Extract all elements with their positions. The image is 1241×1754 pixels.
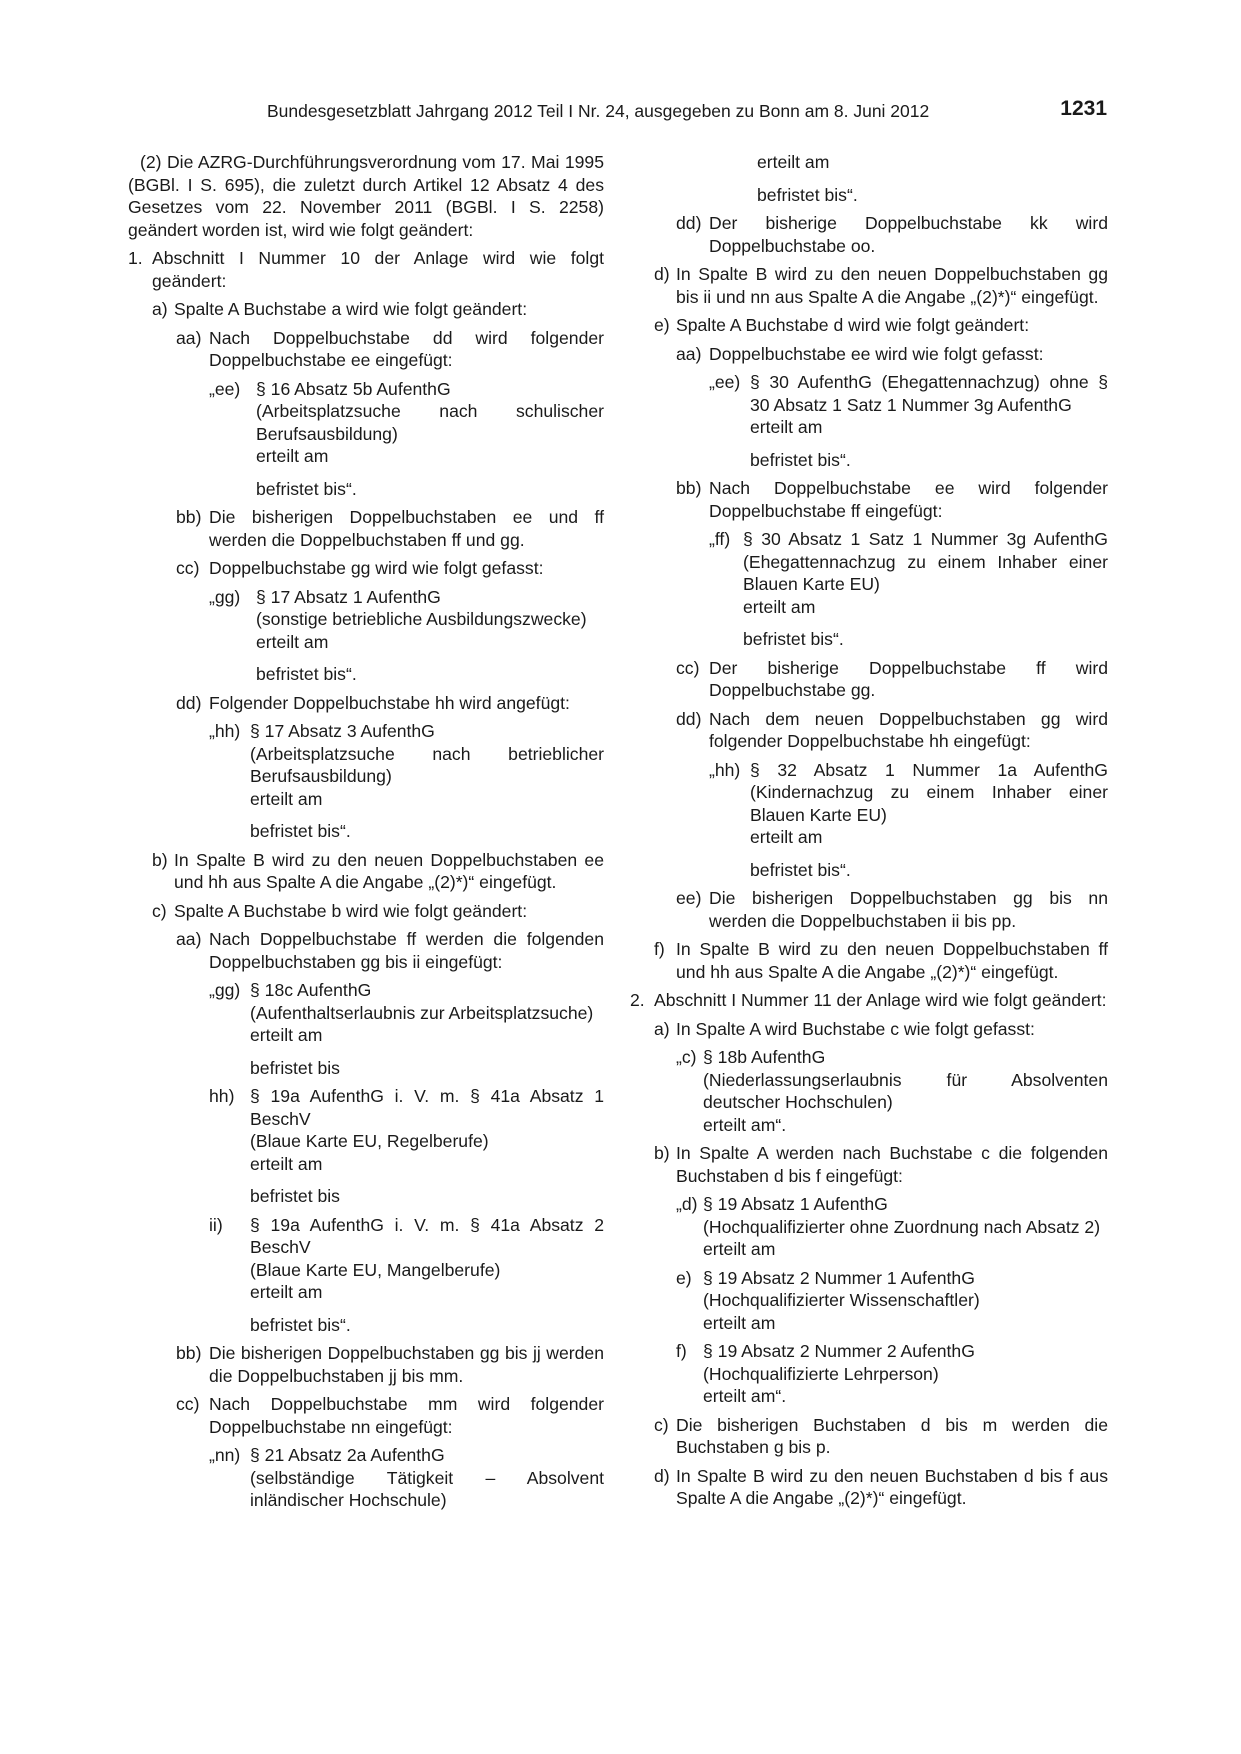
item-1c-continued: [676, 212, 1108, 257]
item-text: Nach Doppelbuchstabe dd wird folgender Doppelbuchstabe ee eingefügt:: [209, 327, 604, 370]
inserted-entry-d: [676, 1193, 1108, 1261]
entry-line: erteilt am: [256, 446, 329, 466]
item-label: f): [654, 939, 665, 959]
entry-label: „ee): [209, 378, 241, 399]
entry-label: „hh): [209, 721, 241, 741]
entry-line: (Blaue Karte EU, Regelberufe): [250, 1131, 489, 1151]
entry-line: befristet bis“.: [250, 821, 351, 841]
item-text: Nach Doppelbuchstabe ff werden die folgenden Doppelbuchstaben gg bis ii eingefügt:: [209, 929, 604, 972]
item-1a-bb: [176, 506, 604, 551]
entry-line: befristet bis“.: [256, 664, 357, 684]
item-2b: [654, 1142, 1108, 1187]
item-1a-cc: [176, 557, 604, 580]
inserted-entry-hh-19a: [209, 1085, 604, 1208]
entry-line: befristet bis“.: [256, 478, 357, 499]
entry-line: § 17 Absatz 1 AufenthG: [256, 586, 441, 607]
item-text: Doppelbuchstabe ee wird wie folgt gefasst:: [709, 343, 1044, 364]
item-text: In Spalte A wird Buchstabe c wie folgt gefasst:: [676, 1018, 1035, 1039]
item-1a-sublist: [176, 327, 604, 843]
entry-line: erteilt am: [757, 152, 830, 172]
item-text: In Spalte B wird zu den neuen Doppelbuchstaben ff und hh aus Spalte A die Angabe „(2)*)“ eingefügt.: [676, 939, 1108, 982]
entry-label: „nn): [209, 1445, 241, 1465]
entry-label: „d): [676, 1194, 698, 1214]
item-text: Die bisherigen Doppelbuchstaben gg bis nn werden die Doppelbuchstaben ii bis pp.: [709, 888, 1108, 931]
item-1-sublist: [152, 298, 604, 1512]
item-text: Nach Doppelbuchstabe mm wird folgender Doppelbuchstabe nn eingefügt:: [209, 1394, 604, 1437]
item-label: bb): [176, 1343, 202, 1363]
item-label: cc): [176, 1394, 200, 1414]
item-1d: [654, 263, 1108, 308]
item-label: aa): [176, 929, 202, 949]
item-label: a): [152, 299, 168, 319]
item-label: dd): [676, 708, 702, 729]
paragraph-2-intro: (2) Die AZRG-Durchführungsverordnung vom 17. Mai 1995 (BGBl. I S. 695), die zuletzt durch Artikel 12 Absatz 4 des Gesetzes vom 22. November 2011 (BGBl. I S. 2258) geändert worden ist, wird wie folgt geändert:: [128, 152, 604, 240]
item-text: In Spalte B wird zu den neuen Buchstaben d bis f aus Spalte A die Angabe „(2)*)“ eingefügt.: [676, 1465, 1108, 1508]
entry-line: befristet bis: [250, 1186, 340, 1206]
entry-label: „ff): [709, 529, 731, 549]
entry-line: § 18b AufenthG: [703, 1047, 826, 1067]
item-label: d): [654, 1465, 670, 1486]
entry-label: hh): [209, 1086, 235, 1106]
item-1e: [654, 314, 1108, 337]
item-label: dd): [676, 213, 702, 233]
entry-line: erteilt am: [743, 596, 816, 617]
inserted-entry-f: [676, 1340, 1108, 1408]
entry-line: § 19a AufenthG i. V. m. § 41a Absatz 1 BeschV: [250, 1086, 604, 1129]
inserted-entry-hh-32: [709, 759, 1108, 882]
item-2d: [654, 1465, 1108, 1510]
item-1c-sublist: [176, 928, 604, 1512]
item-label: e): [654, 315, 670, 335]
item-label: bb): [676, 478, 702, 498]
entry-line: befristet bis“.: [750, 449, 851, 470]
entry-line: § 18c AufenthG: [250, 980, 372, 1000]
item-text: Spalte A Buchstabe a wird wie folgt geändert:: [174, 299, 528, 319]
item-text: Die bisherigen Buchstaben d bis m werden die Buchstaben g bis p.: [676, 1414, 1108, 1457]
item-1c-aa: [176, 928, 604, 973]
entry-line: (Hochqualifizierte Lehrperson): [703, 1363, 939, 1384]
item-label: b): [152, 849, 168, 870]
item-label: bb): [176, 507, 202, 527]
item-text: Der bisherige Doppelbuchstabe ff wird Doppelbuchstabe gg.: [709, 657, 1108, 700]
entry-line: § 19 Absatz 2 Nummer 2 AufenthG: [703, 1341, 975, 1361]
item-1e-sublist: [676, 343, 1108, 933]
entry-line: erteilt am: [250, 1025, 323, 1045]
item-text: Nach dem neuen Doppelbuchstaben gg wird folgender Doppelbuchstabe hh eingefügt:: [709, 708, 1108, 751]
item-label: b): [654, 1143, 670, 1163]
entry-line: erteilt am“.: [703, 1386, 787, 1406]
item-2a: [654, 1018, 1108, 1041]
page-number: 1231: [1060, 97, 1107, 120]
item-text: Nach Doppelbuchstabe ee wird folgender Doppelbuchstabe ff eingefügt:: [709, 478, 1108, 521]
inserted-entry-ee-30: [709, 371, 1108, 471]
item-2c: [654, 1414, 1108, 1459]
entry-line: § 30 Absatz 1 Satz 1 Nummer 3g AufenthG (Ehegattennachzug zu einem Inhaber einer Blauen Karte EU): [743, 529, 1108, 594]
item-label: c): [654, 1414, 669, 1435]
entry-line: § 19 Absatz 1 AufenthG: [703, 1194, 888, 1214]
entry-line: erteilt am: [250, 1282, 323, 1302]
entry-line: (Arbeitsplatzsuche nach betrieblicher Berufsausbildung): [250, 743, 604, 786]
item-text: In Spalte B wird zu den neuen Doppelbuchstaben ee und hh aus Spalte A die Angabe „(2)*)“ eingefügt.: [174, 849, 604, 892]
entry-line: befristet bis“.: [750, 859, 851, 880]
entry-line: erteilt am: [250, 788, 323, 809]
item-label: d): [654, 264, 670, 284]
item-1e-cc: [676, 657, 1108, 702]
entry-line: § 16 Absatz 5b AufenthG: [256, 378, 451, 399]
entry-line: § 19 Absatz 2 Nummer 1 AufenthG: [703, 1267, 975, 1288]
item-text: Folgender Doppelbuchstabe hh wird angefügt:: [209, 692, 570, 713]
item-text: Die bisherigen Doppelbuchstaben gg bis jj werden die Doppelbuchstaben jj bis mm.: [209, 1343, 604, 1386]
entry-line: erteilt am: [250, 1153, 323, 1174]
inserted-entry-ff-30: [709, 528, 1108, 651]
inserted-entry-ee: [209, 378, 604, 501]
item-label: 1.: [128, 248, 143, 268]
item-text: Abschnitt I Nummer 11 der Anlage wird wie folgt geändert:: [654, 990, 1107, 1010]
item-1e-ee: [676, 887, 1108, 932]
item-label: aa): [676, 343, 702, 364]
left-column: [128, 151, 604, 1518]
item-1: [128, 247, 604, 292]
entry-line: erteilt am: [703, 1239, 776, 1259]
item-1f: [654, 938, 1108, 983]
item-1e-bb: [676, 477, 1108, 522]
item-text: Abschnitt I Nummer 10 der Anlage wird wie folgt geändert:: [152, 248, 604, 291]
item-1-continued: [654, 263, 1108, 983]
item-text: Die bisherigen Doppelbuchstaben ee und ff werden die Doppelbuchstaben ff und gg.: [209, 507, 604, 550]
item-label: ee): [676, 888, 702, 908]
item-label: c): [152, 900, 167, 921]
item-1c-dd: [676, 212, 1108, 257]
right-column: [630, 151, 1108, 1516]
item-label: a): [654, 1018, 670, 1039]
entry-line: § 30 AufenthG (Ehegattennachzug) ohne § 30 Absatz 1 Satz 1 Nummer 3g AufenthG: [750, 372, 1108, 415]
entry-line: § 32 Absatz 1 Nummer 1a AufenthG (Kindernachzug zu einem Inhaber einer Blauen Karte EU): [750, 759, 1108, 825]
entry-label: ii): [209, 1214, 223, 1235]
entry-line: erteilt am“.: [703, 1114, 787, 1135]
item-1c: [152, 900, 604, 923]
item-1b: [152, 849, 604, 894]
entry-label: „gg): [209, 980, 241, 1000]
entry-line: befristet bis“.: [757, 184, 858, 205]
item-text: Der bisherige Doppelbuchstabe kk wird Doppelbuchstabe oo.: [709, 213, 1108, 256]
inserted-entry-gg: [209, 586, 604, 686]
entry-line: § 19a AufenthG i. V. m. § 41a Absatz 2 BeschV: [250, 1214, 604, 1257]
entry-line: (Blaue Karte EU, Mangelberufe): [250, 1259, 501, 1280]
continued-entry: [757, 151, 1108, 206]
item-1e-dd: [676, 708, 1108, 753]
entry-line: erteilt am: [703, 1312, 776, 1333]
item-label: cc): [176, 558, 200, 578]
entry-line: erteilt am: [256, 631, 329, 652]
inserted-entry-ii-19a: [209, 1214, 604, 1337]
item-label: 2.: [630, 990, 645, 1010]
entry-label: „hh): [709, 759, 741, 780]
item-1a-aa: [176, 327, 604, 372]
running-title: Bundesgesetzblatt Jahrgang 2012 Teil I Nr. 24, ausgegeben zu Bonn am 8. Juni 2012: [267, 101, 930, 121]
entry-line: befristet bis“.: [250, 1314, 351, 1335]
item-2-sublist: [654, 1018, 1108, 1510]
entry-line: (sonstige betriebliche Ausbildungszwecke): [256, 609, 587, 629]
entry-line: erteilt am: [750, 417, 823, 437]
inserted-entry-c: [676, 1046, 1108, 1136]
item-label: aa): [176, 327, 202, 348]
item-label: dd): [176, 692, 202, 713]
item-label: cc): [676, 657, 700, 678]
inserted-entry-nn: [209, 1444, 604, 1512]
entry-label: „c): [676, 1047, 697, 1067]
entry-line: § 21 Absatz 2a AufenthG: [250, 1445, 445, 1465]
item-1c-cc: [176, 1393, 604, 1438]
item-1e-aa: [676, 343, 1108, 366]
item-text: Doppelbuchstabe gg wird wie folgt gefasst:: [209, 558, 544, 578]
entry-line: § 17 Absatz 3 AufenthG: [250, 721, 435, 741]
entry-line: (Hochqualifizierter Wissenschaftler): [703, 1290, 980, 1310]
entry-line: (Arbeitsplatzsuche nach schulischer Berufsausbildung): [256, 401, 604, 444]
item-text: In Spalte B wird zu den neuen Doppelbuchstaben gg bis ii und nn aus Spalte A die Angabe „(2)*)“ eingefügt.: [676, 264, 1108, 307]
inserted-entry-hh: [209, 720, 604, 843]
entry-line: (Niederlassungserlaubnis für Absolventen deutscher Hochschulen): [703, 1069, 1108, 1112]
entry-line: (selbständige Tätigkeit – Absolvent inländischer Hochschule): [250, 1467, 604, 1510]
item-1c-bb: [176, 1342, 604, 1387]
item-1a-dd: [176, 692, 604, 715]
entry-line: (Aufenthaltserlaubnis zur Arbeitsplatzsuche): [250, 1002, 594, 1023]
item-1a: [152, 298, 604, 321]
entry-line: (Hochqualifizierter ohne Zuordnung nach Absatz 2): [703, 1216, 1101, 1237]
item-text: In Spalte A werden nach Buchstabe c die folgenden Buchstaben d bis f eingefügt:: [676, 1143, 1108, 1186]
inserted-entry-gg-18c: [209, 979, 604, 1079]
item-text: Spalte A Buchstabe b wird wie folgt geändert:: [174, 900, 528, 921]
entry-line: befristet bis: [250, 1057, 340, 1078]
entry-label: „gg): [209, 586, 241, 607]
entry-label: e): [676, 1267, 692, 1288]
entry-label: „ee): [709, 372, 741, 392]
entry-line: erteilt am: [750, 827, 823, 847]
entry-line: befristet bis“.: [743, 629, 844, 649]
entry-label: f): [676, 1341, 687, 1361]
item-text: Spalte A Buchstabe d wird wie folgt geändert:: [676, 315, 1030, 335]
inserted-entry-e: [676, 1267, 1108, 1335]
item-2: [630, 989, 1108, 1012]
